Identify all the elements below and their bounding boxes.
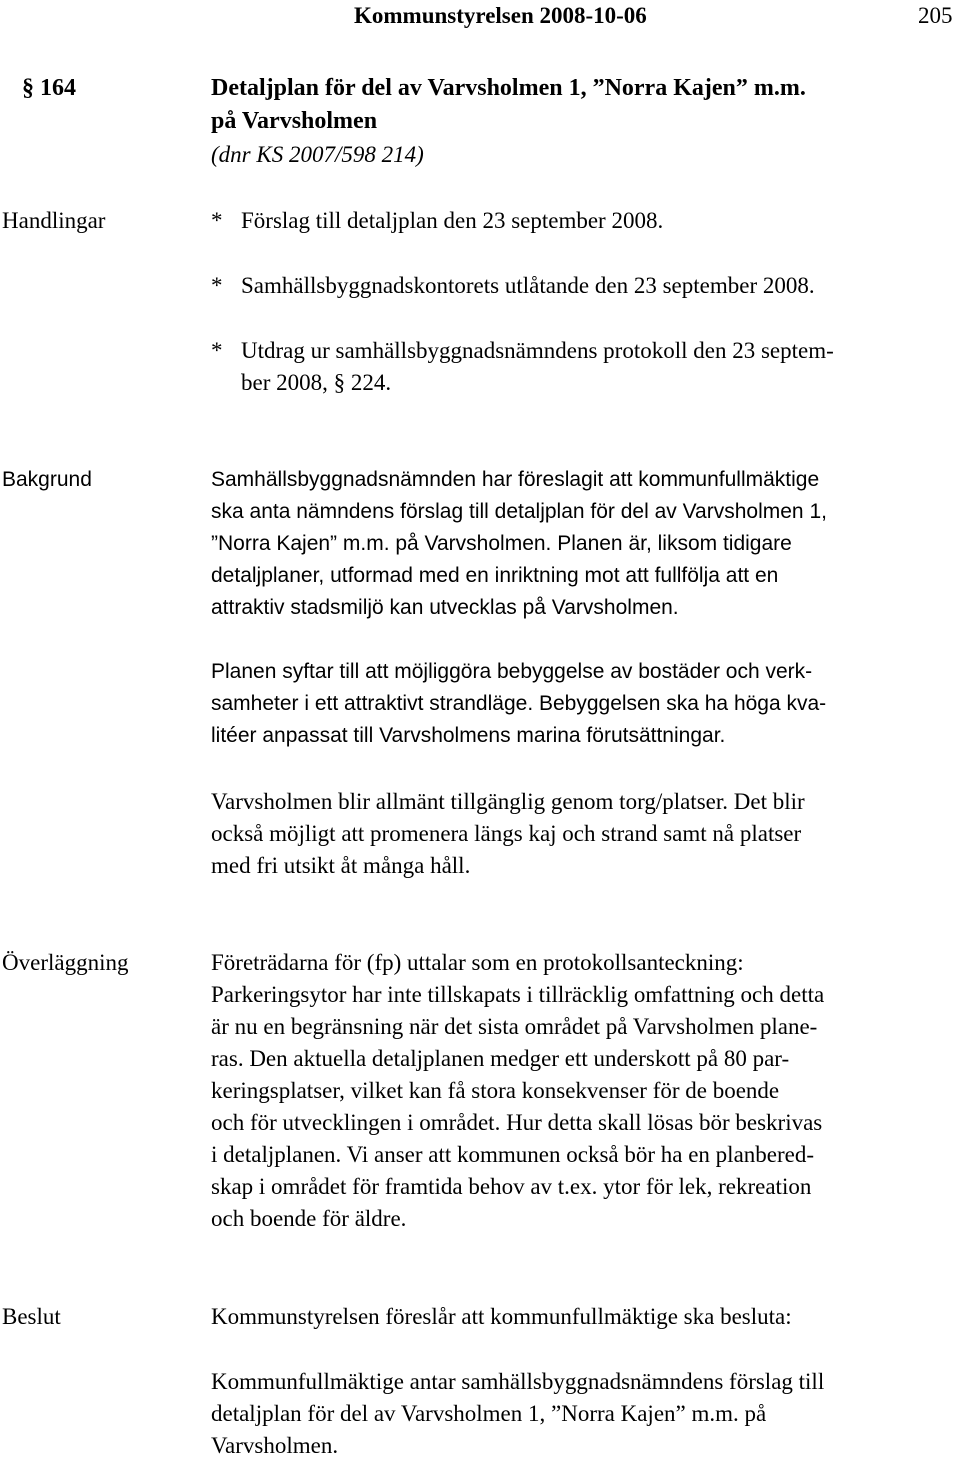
paragraph-line: Planen syftar till att möjliggöra bebyggelse av bostäder och verk- — [211, 660, 813, 683]
paragraph-line: Varvsholmen. — [211, 1433, 339, 1458]
paragraph-line: ska anta nämndens förslag till detaljplan för del av Varvsholmen 1, — [211, 500, 827, 523]
paragraph-line: är nu en begränsning när det sista området på Varvsholmen plane- — [211, 1014, 818, 1039]
bullet-icon: * — [211, 208, 223, 233]
document-item-continuation — [241, 367, 391, 399]
paragraph-line: Parkeringsytor har inte tillskapats i tillräcklig omfattning och detta — [211, 982, 825, 1007]
item-number-value: 164 — [40, 75, 76, 101]
paragraph-line: ras. Den aktuella detaljplanen medger ett underskott på 80 par- — [211, 1046, 790, 1071]
paragraph-line: detaljplan för del av Varvsholmen 1, ”Norra Kajen” m.m. på — [211, 1401, 767, 1426]
paragraph-line: Företrädarna för (fp) uttalar som en protokollsanteckning: — [211, 950, 744, 975]
document-item-paragraph: 224. — [345, 370, 392, 395]
paragraph-line: detaljplaner, utformad med en inriktning mot att fullfölja att en — [211, 564, 779, 587]
document-item: Samhällsbyggnadskontorets utlåtande den 23 september 2008. — [241, 273, 815, 298]
bakgrund-label: Bakgrund — [2, 468, 92, 491]
overlaggning-label: Överläggning — [2, 950, 129, 975]
paragraph-line: också möjligt att promenera längs kaj och strand samt nå platser — [211, 821, 802, 846]
paragraph-line: Varvsholmen blir allmänt tillgänglig genom torg/platser. Det blir — [211, 789, 805, 814]
document-item-date: ber 2008, — [241, 370, 334, 395]
item-title-line-1: Detaljplan för del av Varvsholmen 1, ”Norra Kajen” m.m. — [211, 75, 806, 101]
paragraph-line: i detaljplanen. Vi anser att kommunen också bör ha en planbered- — [211, 1142, 815, 1167]
paragraph-line: med fri utsikt åt många håll. — [211, 853, 471, 878]
paragraph-line: och för utvecklingen i området. Hur detta skall lösas bör beskrivas — [211, 1110, 823, 1135]
beslut-label: Beslut — [2, 1304, 61, 1329]
bullet-icon: * — [211, 273, 223, 298]
paragraph-line: skap i området för framtida behov av t.ex. ytor för lek, rekreation — [211, 1174, 812, 1199]
document-item: Förslag till detaljplan den 23 september 2008. — [241, 208, 664, 233]
page-number: 205 — [918, 3, 953, 28]
paragraph-line: keringsplatser, vilket kan få stora konsekvenser för de boende — [211, 1078, 780, 1103]
paragraph-line: attraktiv stadsmiljö kan utvecklas på Varvsholmen. — [211, 596, 679, 619]
beslut-intro: Kommunstyrelsen föreslår att kommunfullmäktige ska besluta: — [211, 1304, 792, 1329]
bullet-icon: * — [211, 338, 223, 363]
section-sign-icon: § — [22, 75, 34, 101]
paragraph-line: litéer anpassat till Varvsholmens marina förutsättningar. — [211, 724, 726, 747]
handlingar-label: Handlingar — [2, 208, 106, 233]
document-item: Utdrag ur samhällsbyggnadsnämndens protokoll den 23 septem- — [241, 338, 834, 363]
paragraph-line: Samhällsbyggnadsnämnden har föreslagit att kommunfullmäktige — [211, 468, 820, 491]
paragraph-line: och boende för äldre. — [211, 1206, 407, 1231]
paragraph-line: ”Norra Kajen” m.m. på Varvsholmen. Planen är, liksom tidigare — [211, 532, 792, 555]
item-reference: (dnr KS 2007/598 214) — [211, 142, 424, 167]
paragraph-line: samheter i ett attraktivt strandläge. Bebyggelsen ska ha höga kva- — [211, 692, 827, 715]
running-title: Kommunstyrelsen 2008-10-06 — [354, 3, 647, 28]
item-title-line-2: på Varvsholmen — [211, 108, 378, 134]
paragraph-line: Kommunfullmäktige antar samhällsbyggnadsnämndens förslag till — [211, 1369, 825, 1394]
item-number — [22, 72, 76, 104]
section-sign-icon: § — [333, 370, 346, 395]
